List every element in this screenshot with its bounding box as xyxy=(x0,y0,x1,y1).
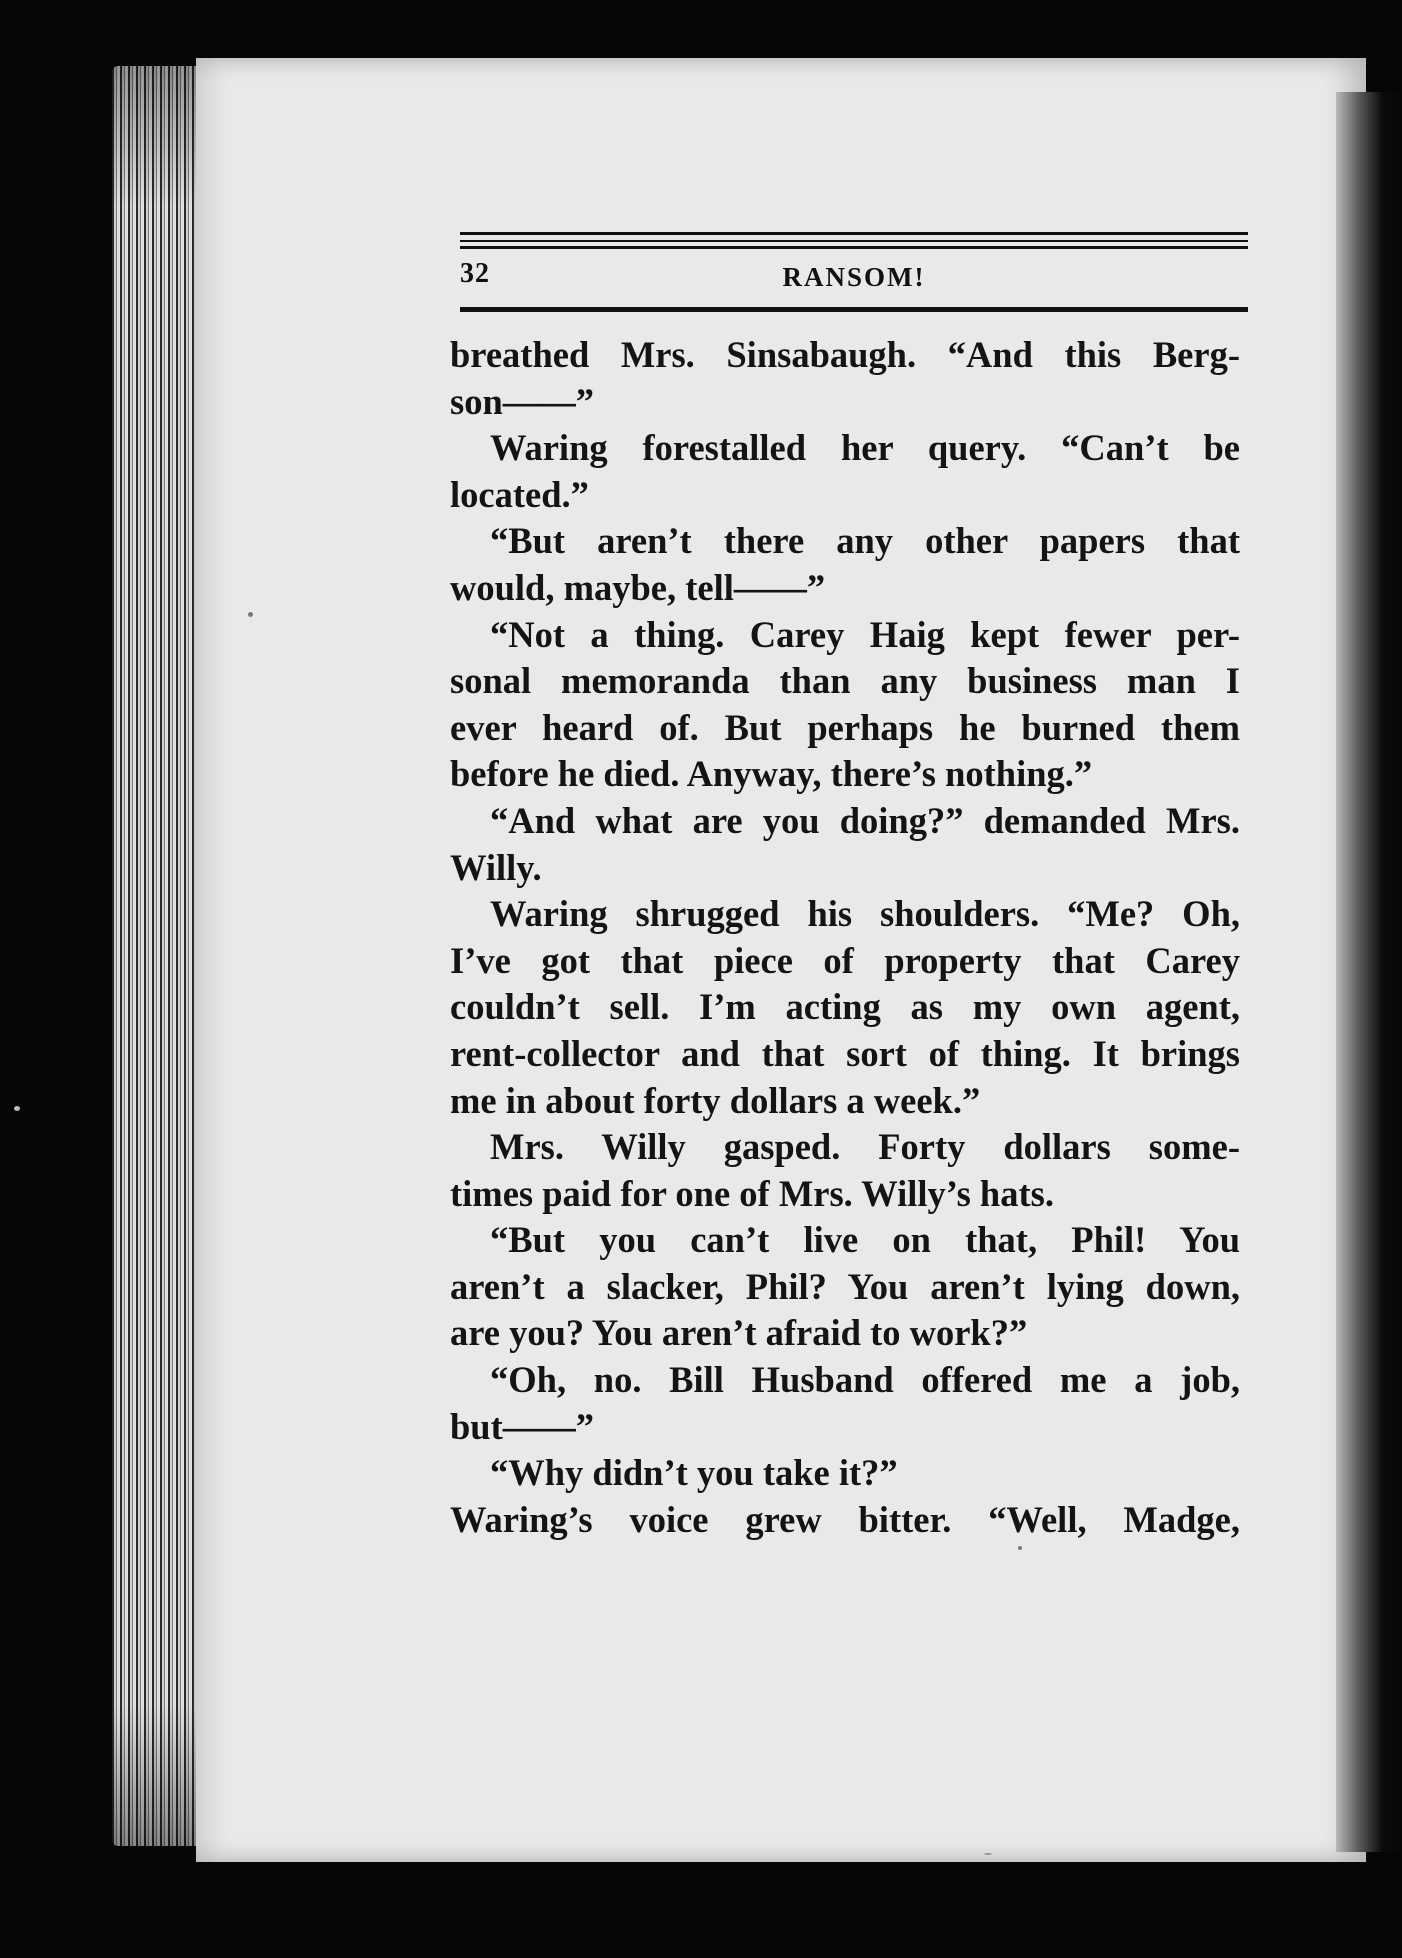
scan-speck xyxy=(984,1853,992,1855)
body-text xyxy=(450,332,1240,1543)
text-line: “But aren’t there any other papers that xyxy=(490,520,1240,562)
text-line: before he died. Anyway, there’s nothing.” xyxy=(450,753,1093,795)
text-line: “But you can’t live on that, Phil! You xyxy=(490,1219,1240,1261)
text-line: Willy. xyxy=(450,846,542,888)
text-line: times paid for one of Mrs. Willy’s hats. xyxy=(450,1172,1054,1214)
text-line: would, maybe, tell——” xyxy=(450,566,826,608)
text-line: Waring’s voice grew bitter. “Well, Madge, xyxy=(450,1498,1240,1540)
header-rule-bottom xyxy=(460,307,1248,312)
text-line: located.” xyxy=(450,473,589,515)
text-line: breathed Mrs. Sinsabaugh. “And this Berg- xyxy=(450,334,1240,375)
text-line: ever heard of. But perhaps he burned them xyxy=(450,706,1240,748)
text-line: Mrs. Willy gasped. Forty dollars some- xyxy=(490,1126,1240,1168)
text-line: son——” xyxy=(450,380,595,422)
page-edges xyxy=(112,66,208,1846)
text-line: rent-collector and that sort of thing. It brings xyxy=(450,1032,1240,1074)
text-line: “Oh, no. Bill Husband offered me a job, xyxy=(490,1359,1240,1401)
text-line: sonal memoranda than any business man I xyxy=(450,660,1240,702)
gutter-shadow xyxy=(1336,92,1402,1852)
text-line: aren’t a slacker, Phil? You aren’t lying down, xyxy=(450,1265,1240,1307)
text-line: I’ve got that piece of property that Carey xyxy=(450,939,1240,981)
text-line: Waring shrugged his shoulders. “Me? Oh, xyxy=(490,893,1240,935)
scan-speck xyxy=(248,612,253,617)
page-number: 32 xyxy=(460,258,490,289)
text-line: are you? You aren’t afraid to work?” xyxy=(450,1312,1028,1354)
text-line: couldn’t sell. I’m acting as my own agent, xyxy=(450,986,1240,1028)
text-line: me in about forty dollars a week.” xyxy=(450,1079,981,1121)
book-title: RANSOM! xyxy=(782,262,926,292)
scan-speck xyxy=(1018,1546,1022,1550)
text-line: “Not a thing. Carey Haig kept fewer per- xyxy=(490,613,1240,655)
header-rule-middle xyxy=(460,240,1248,242)
text-line: but——” xyxy=(450,1405,595,1447)
text-line: Waring forestalled her query. “Can’t be xyxy=(490,427,1240,469)
text-line: “And what are you doing?” demanded Mrs. xyxy=(490,799,1240,841)
scan-speck xyxy=(14,1106,20,1111)
running-head xyxy=(460,258,1248,298)
text-line: “Why didn’t you take it?” xyxy=(490,1452,898,1494)
header-rule-top xyxy=(460,232,1248,235)
header-rule-lower xyxy=(460,246,1248,249)
